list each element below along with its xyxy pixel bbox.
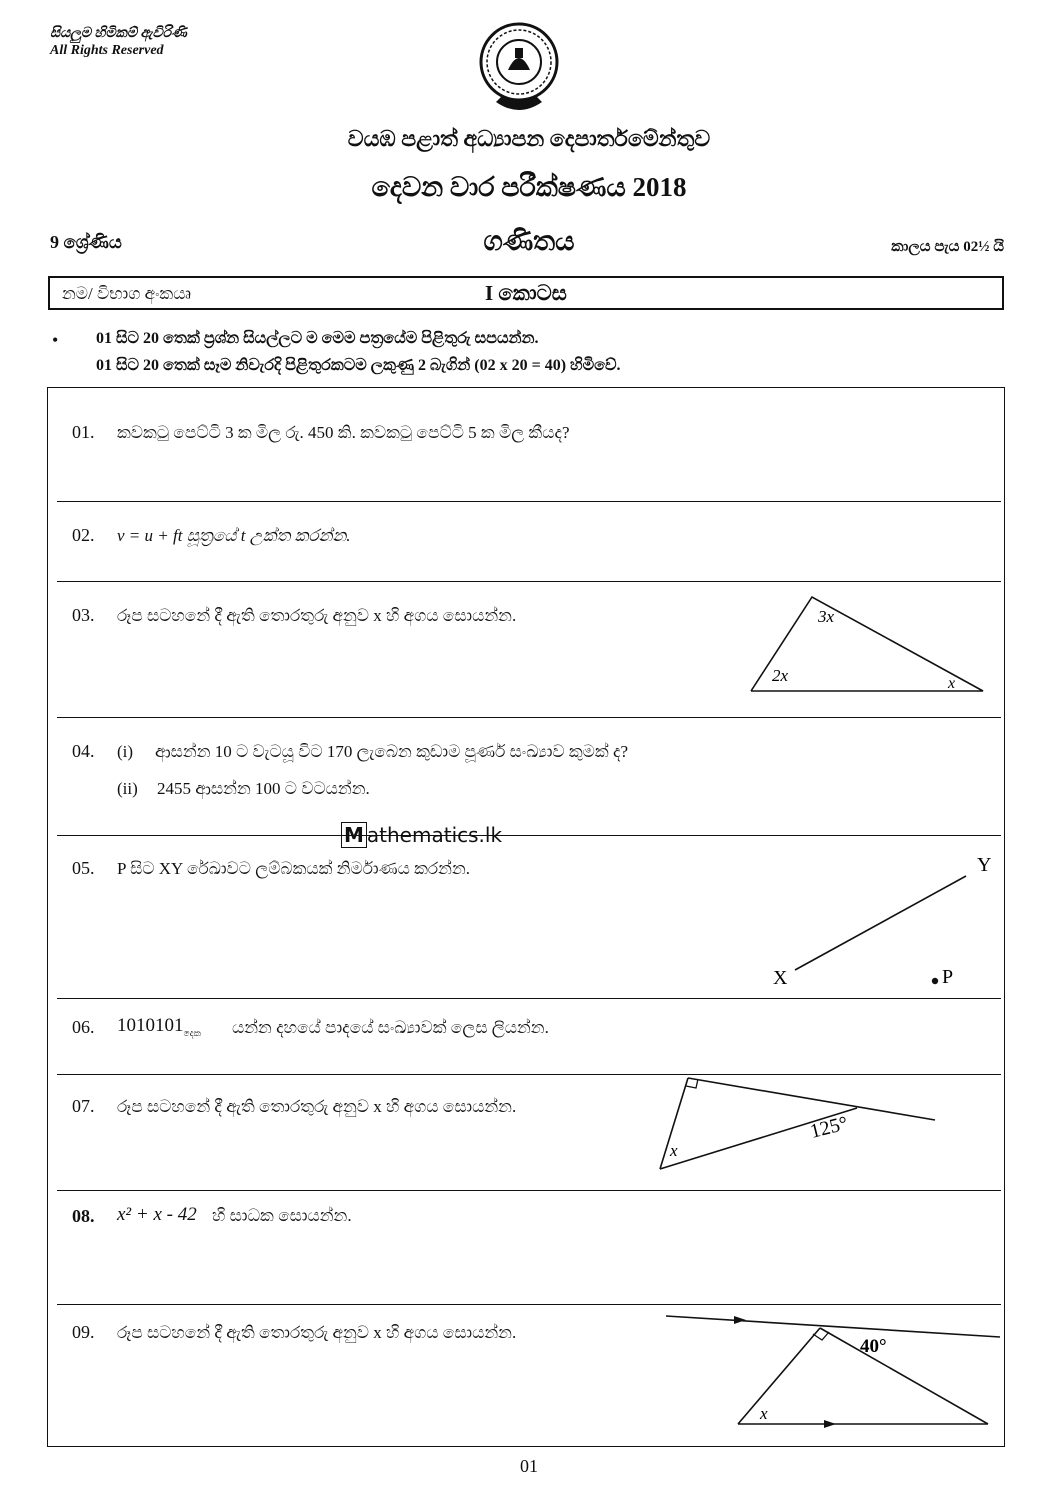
point-label-y: Y	[977, 854, 992, 876]
question-text: රූප සටහනේ දී ඇති තොරතුරු අනුව x හි අගය සොයන්න.	[117, 1097, 517, 1116]
angle-label-x: x	[670, 1141, 678, 1160]
triangle-figure	[740, 592, 990, 698]
answer-line	[57, 501, 1001, 502]
angle-label-2x: 2x	[772, 666, 789, 685]
exam-title: දෙවන වාර පරීක්ෂණය 2018	[371, 172, 687, 202]
rights-english: All Rights Reserved	[50, 43, 164, 58]
provincial-emblem-icon	[478, 18, 560, 118]
instruction-line-1: 01 සිට 20 තෙක් ප්‍රශ්න සියල්ලට ම මෙම පත්‍රයේම පිළිතුරු සපයන්න.	[96, 330, 539, 347]
subquestion-number: (ii)	[117, 779, 138, 798]
watermark-text: athematics.lk	[366, 823, 503, 847]
part-label: I කොටස	[485, 281, 567, 305]
binary-base: දෙක	[183, 1027, 201, 1038]
answer-line	[57, 717, 1001, 718]
rights-sinhala: සියලුම හිමිකම් ඇවිරිණි	[50, 26, 187, 41]
arrow-top	[734, 1316, 746, 1324]
point-label-x: X	[773, 967, 788, 989]
question-number: 06.	[72, 1017, 95, 1037]
quadratic-expression: x² + x - 42	[117, 1204, 197, 1225]
question-number: 03.	[72, 605, 95, 625]
instruction-line-2: 01 සිට 20 තෙක් සෑම නිවැරදි පිළිතුරකටම ලකුණු 2 බැගින් (02 x 20 = 40) හිමිවේ.	[96, 357, 621, 374]
extended-line	[688, 1078, 935, 1120]
line-xy-figure	[765, 848, 1005, 992]
answer-line	[57, 581, 1001, 582]
question-text: P සිට XY රේඛාවට ලම්බකයක් නිර්මාණය කරන්න.	[117, 859, 471, 878]
rights-block	[50, 25, 187, 59]
subject-title: ගණිතය	[483, 226, 575, 256]
point-label-p: P	[942, 966, 954, 988]
watermark	[341, 822, 502, 848]
parallel-lines-figure	[660, 1308, 1005, 1434]
triangle-side	[738, 1328, 820, 1424]
point-p	[932, 978, 938, 984]
answer-line	[57, 835, 1001, 836]
question-number: 04.	[72, 741, 95, 761]
question-number: 09.	[72, 1322, 95, 1342]
answer-line	[57, 1304, 1001, 1305]
answer-line	[57, 998, 1001, 999]
question-text: යන්න දහයේ පාදයේ සංඛ්‍යාවක් ලෙස ලියන්න.	[232, 1018, 549, 1037]
question-number: 02.	[72, 525, 95, 545]
question-text: රූප සටහනේ දී ඇති තොරතුරු අනුව x හි අගය සොයන්න.	[117, 606, 517, 625]
angle-label-125: 125°	[807, 1112, 851, 1143]
question-number: 05.	[72, 858, 95, 878]
angle-label-x: x	[948, 675, 956, 692]
page-number: 01	[520, 1456, 538, 1476]
subquestion-number: (i)	[117, 742, 134, 761]
department-title: වයඹ පළාත් අධ්‍යාපන දෙපාර්තමේන්තුව	[347, 126, 711, 151]
triangle-side	[820, 1328, 988, 1424]
name-index-label: නම/ විභාග අංකයෘ	[62, 284, 192, 303]
question-number: 08.	[72, 1206, 95, 1226]
question-text: v = u + ft සූත්‍රයේ t උක්ත කරන්න.	[117, 526, 351, 545]
question-number: 01.	[72, 422, 95, 442]
question-number: 07.	[72, 1096, 95, 1116]
subquestion-text: ආසන්න 10 ට වැටයූ විට 170 ලැබෙන කුඩාම පූර්ණ සංඛ්‍යාව කුමක් ද?	[155, 742, 629, 761]
question-text: කවකටු පෙට්ටි 3 ක මිල රු. 450 කි. කවකටු පෙට්ටි 5 ක මිල කීයද?	[117, 423, 570, 442]
parallel-line-top	[666, 1316, 1000, 1337]
question-text: රූප සටහනේ දී ඇති තොරතුරු අනුව x හි අගය සොයන්න.	[117, 1323, 517, 1342]
instruction-bullet: •	[52, 330, 59, 350]
angle-label-40: 40°	[860, 1336, 887, 1357]
binary-digits: 1010101	[117, 1015, 184, 1036]
watermark-letter: M	[341, 822, 367, 848]
subquestion-text: 2455 ආසන්න 100 ට වටයන්න.	[157, 779, 370, 798]
arrow-bottom	[824, 1420, 836, 1428]
answer-line	[57, 1190, 1001, 1191]
triangle-extended-figure	[650, 1072, 945, 1178]
time-label: කාලය පැය 02½ යි	[891, 239, 1004, 255]
grade-label: 9 ශ්‍රේණිය	[50, 232, 122, 252]
angle-label-x: x	[760, 1404, 768, 1423]
line-xy	[795, 876, 966, 970]
name-index-box[interactable]	[48, 276, 1004, 310]
question-text: හි සාධක සොයන්න.	[212, 1206, 352, 1225]
angle-label-3x: 3x	[818, 607, 835, 626]
binary-number	[117, 1015, 201, 1039]
